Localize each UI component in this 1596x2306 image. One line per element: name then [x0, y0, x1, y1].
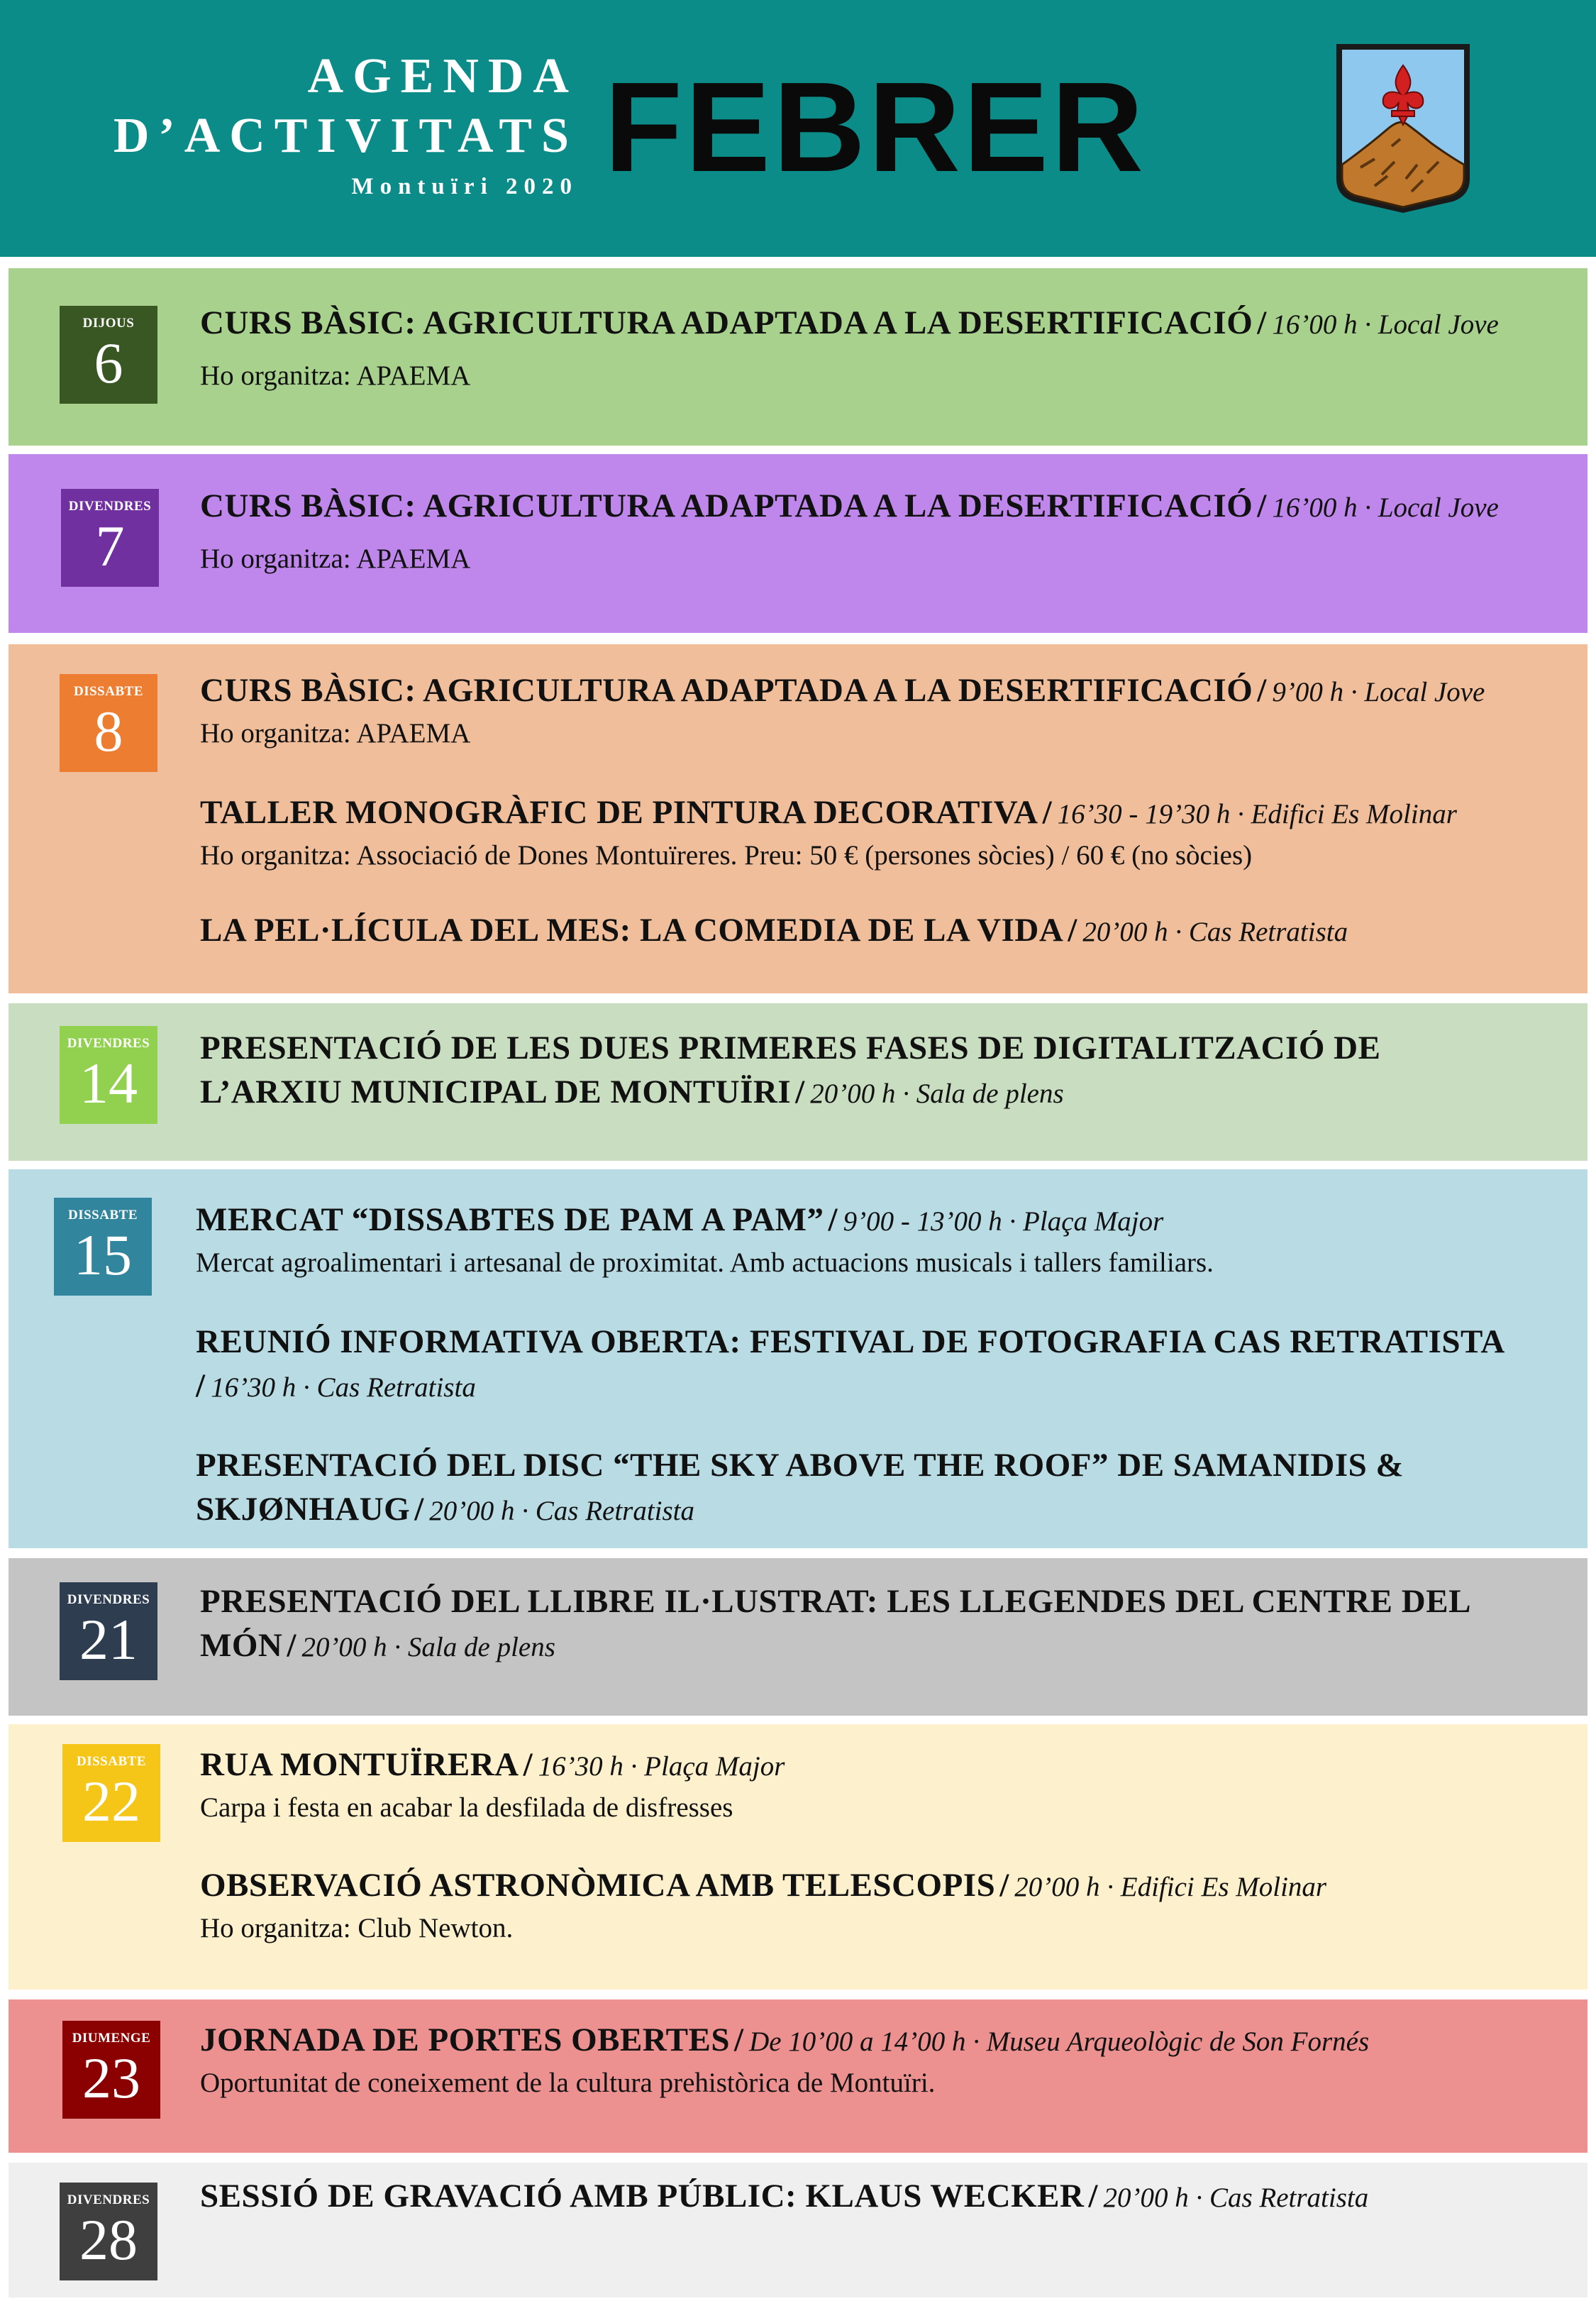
- date-number: 28: [79, 2207, 138, 2272]
- event-item: SESSIÓ DE GRAVACIÓ AMB PÚBLIC: KLAUS WECKER / 20’00 h · Cas Retratista: [200, 2178, 1369, 2214]
- event-time-location: 16’30 - 19’30 h · Edifici Es Molinar: [1057, 799, 1457, 829]
- event-item: CURS BÀSIC: AGRICULTURA ADAPTADA A LA DESERTIFICACIÓ / 9’00 h · Local Jove Ho organitza: APAEMA: [200, 668, 1583, 753]
- event-organizer: Ho organitza: Club Newton.: [200, 1913, 514, 1943]
- month-title: FEBRER: [604, 56, 1147, 199]
- day-section-22: [9, 1724, 1587, 1990]
- event-time-location: 20’00 h · Sala de plens: [810, 1078, 1064, 1109]
- event-title: TALLER MONOGRÀFIC DE PINTURA DECORATIVA: [200, 794, 1038, 831]
- date-number: 6: [94, 331, 123, 395]
- date-badge: [62, 2021, 160, 2119]
- date-weekday: DIVENDRES: [67, 1592, 150, 1607]
- date-weekday: DIVENDRES: [68, 499, 152, 514]
- event-title: PRESENTACIÓ DE LES DUES PRIMERES FASES DE DIGITALITZACIÓ DE: [200, 1030, 1381, 1066]
- date-weekday: DIVENDRES: [67, 1036, 150, 1051]
- event-organizer: Ho organitza: Associació de Dones Montuïreres. Preu: 50 € (persones sòcies) / 60 € (no sòcies): [200, 840, 1253, 871]
- day-section-28: [9, 2163, 1587, 2297]
- date-weekday: DISSABTE: [68, 1208, 138, 1223]
- date-weekday: DIVENDRES: [67, 2192, 150, 2207]
- event-title: LA PEL·LÍCULA DEL MES: LA COMEDIA DE LA VIDA: [200, 912, 1064, 949]
- event-organizer: Ho organitza: APAEMA: [200, 544, 471, 574]
- event-time-location: 20’00 h · Edifici Es Molinar: [1014, 1872, 1327, 1902]
- day-section-7: [9, 454, 1587, 633]
- event-title: SESSIÓ DE GRAVACIÓ AMB PÚBLIC: KLAUS WECKER: [200, 2178, 1085, 2214]
- event-item: RUA MONTUÏRERA / 16’30 h · Plaça Major Carpa i festa en acabar la desfilada de disfresses: [200, 1743, 1583, 1827]
- date-weekday: DISSABTE: [77, 1754, 146, 1769]
- event-title: SKJØNHAUG: [196, 1491, 411, 1528]
- event-organizer: Carpa i festa en acabar la desfilada de disfresses: [200, 1792, 733, 1823]
- date-badge: [61, 489, 159, 587]
- event-time-location: 20’00 h · Cas Retratista: [1082, 917, 1348, 947]
- event-item: PRESENTACIÓ DEL LLIBRE IL·LUSTRAT: LES LLEGENDES DEL CENTRE DEL MÓN / 20’00 h · Sala de plens: [200, 1583, 1471, 1664]
- event-item: PRESENTACIÓ DEL DISC “THE SKY ABOVE THE ROOF” DE SAMANIDIS & SKJØNHAUG / 20’00 h · Cas Retratista: [196, 1447, 1404, 1528]
- date-number: 21: [79, 1607, 138, 1672]
- date-number: 22: [82, 1769, 140, 1833]
- date-weekday: DIUMENGE: [72, 2031, 151, 2046]
- event-item: OBSERVACIÓ ASTRONÒMICA AMB TELESCOPIS / 20’00 h · Edifici Es Molinar Ho organitza: Club Newton.: [200, 1863, 1583, 1948]
- event-time-location: 20’00 h · Sala de plens: [301, 1632, 555, 1662]
- date-badge: [62, 1744, 160, 1842]
- agenda-subtitle: Montuïri 2020: [351, 174, 578, 199]
- day-section-23: [9, 1999, 1587, 2153]
- date-badge: [60, 1026, 157, 1124]
- event-item: JORNADA DE PORTES OBERTES / De 10’00 a 14’00 h · Museu Arqueològic de Son Fornés Oportunitat de coneixement de la cultura prehistòrica de Montuïri.: [200, 2018, 1583, 2102]
- date-weekday: DISSABTE: [74, 684, 143, 699]
- event-time-location: De 10’00 a 14’00 h · Museu Arqueològic de Son Fornés: [749, 2026, 1370, 2057]
- day-section-14: [9, 1003, 1587, 1161]
- event-item: CURS BÀSIC: AGRICULTURA ADAPTADA A LA DESERTIFICACIÓ / 16’00 h · Local Jove Ho organitza: APAEMA: [200, 484, 1583, 578]
- event-time-location: 16’30 h · Plaça Major: [538, 1751, 785, 1782]
- header-banner: [0, 0, 1596, 257]
- date-weekday: DIJOUS: [82, 316, 135, 331]
- event-title: MÓN: [200, 1627, 283, 1664]
- day-section-21: [9, 1558, 1587, 1716]
- event-organizer: Ho organitza: APAEMA: [200, 360, 471, 391]
- date-number: 14: [79, 1051, 138, 1115]
- montuiri-coat-of-arms-icon: [1332, 40, 1474, 214]
- date-number: 23: [82, 2046, 140, 2110]
- day-section-15: [9, 1169, 1587, 1548]
- agenda-title-block: [71, 47, 578, 204]
- event-time-location: 9’00 h · Local Jove: [1272, 677, 1485, 707]
- event-title: OBSERVACIÓ ASTRONÒMICA AMB TELESCOPIS: [200, 1867, 996, 1904]
- event-title: L’ARXIU MUNICIPAL DE MONTUÏRI: [200, 1074, 792, 1110]
- date-badge: [60, 2183, 157, 2280]
- event-title: JORNADA DE PORTES OBERTES: [200, 2021, 730, 2058]
- event-item: CURS BÀSIC: AGRICULTURA ADAPTADA A LA DESERTIFICACIÓ / 16’00 h · Local Jove Ho organitza: APAEMA: [200, 301, 1583, 395]
- date-badge: [54, 1198, 152, 1296]
- date-badge: [60, 1582, 157, 1680]
- day-section-8: [9, 644, 1587, 993]
- date-number: 15: [74, 1223, 132, 1287]
- event-title: CURS BÀSIC: AGRICULTURA ADAPTADA A LA DESERTIFICACIÓ: [200, 304, 1253, 341]
- event-item: PRESENTACIÓ DE LES DUES PRIMERES FASES DE DIGITALITZACIÓ DE L’ARXIU MUNICIPAL DE MONTUÏRI / 20’00 h · Sala de plens: [200, 1030, 1381, 1110]
- agenda-title-line2: D’ACTIVITATS: [113, 109, 578, 163]
- event-item: MERCAT “DISSABTES DE PAM A PAM” / 9’00 - 13’00 h · Plaça Major Mercat agroalimentari i artesanal de proximitat. Amb actuacions musicals i tallers familiars.: [196, 1198, 1579, 1282]
- event-time-location: 16’00 h · Local Jove: [1272, 492, 1499, 523]
- date-badge: [60, 674, 157, 772]
- event-item: REUNIÓ INFORMATIVA OBERTA: FESTIVAL DE FOTOGRAFIA CAS RETRATISTA / 16’30 h · Cas Retratista: [196, 1323, 1505, 1404]
- agenda-title-line1: AGENDA: [307, 49, 578, 104]
- event-title: PRESENTACIÓ DEL LLIBRE IL·LUSTRAT: LES LLEGENDES DEL CENTRE DEL: [200, 1583, 1471, 1620]
- event-time-location: 20’00 h · Cas Retratista: [1103, 2183, 1369, 2213]
- date-number: 7: [95, 514, 125, 578]
- event-title: RUA MONTUÏRERA: [200, 1746, 519, 1783]
- event-title: CURS BÀSIC: AGRICULTURA ADAPTADA A LA DESERTIFICACIÓ: [200, 487, 1253, 524]
- event-time-location: 20’00 h · Cas Retratista: [429, 1496, 695, 1526]
- date-number: 8: [94, 699, 123, 763]
- event-title: PRESENTACIÓ DEL DISC “THE SKY ABOVE THE ROOF” DE SAMANIDIS &: [196, 1447, 1404, 1484]
- event-item: LA PEL·LÍCULA DEL MES: LA COMEDIA DE LA VIDA / 20’00 h · Cas Retratista: [200, 912, 1348, 949]
- event-title: MERCAT “DISSABTES DE PAM A PAM”: [196, 1201, 824, 1238]
- event-organizer: Mercat agroalimentari i artesanal de proximitat. Amb actuacions musicals i tallers familiars.: [196, 1247, 1214, 1278]
- event-time-location: 9’00 - 13’00 h · Plaça Major: [843, 1206, 1164, 1237]
- event-title: CURS BÀSIC: AGRICULTURA ADAPTADA A LA DESERTIFICACIÓ: [200, 672, 1253, 709]
- event-organizer: Ho organitza: APAEMA: [200, 718, 471, 749]
- event-item: TALLER MONOGRÀFIC DE PINTURA DECORATIVA / 16’30 - 19’30 h · Edifici Es Molinar Ho organitza: Associació de Dones Montuïreres. Preu: 50 € (persones sòcies) / 60 € (no sòcies): [200, 790, 1583, 875]
- event-time-location: 16’30 h · Cas Retratista: [211, 1372, 476, 1403]
- event-organizer: Oportunitat de coneixement de la cultura prehistòrica de Montuïri.: [200, 2068, 936, 2098]
- event-title: REUNIÓ INFORMATIVA OBERTA: FESTIVAL DE FOTOGRAFIA CAS RETRATISTA: [196, 1323, 1505, 1360]
- event-time-location: 16’00 h · Local Jove: [1272, 309, 1499, 340]
- date-badge: [60, 306, 157, 404]
- day-section-6: [9, 268, 1587, 446]
